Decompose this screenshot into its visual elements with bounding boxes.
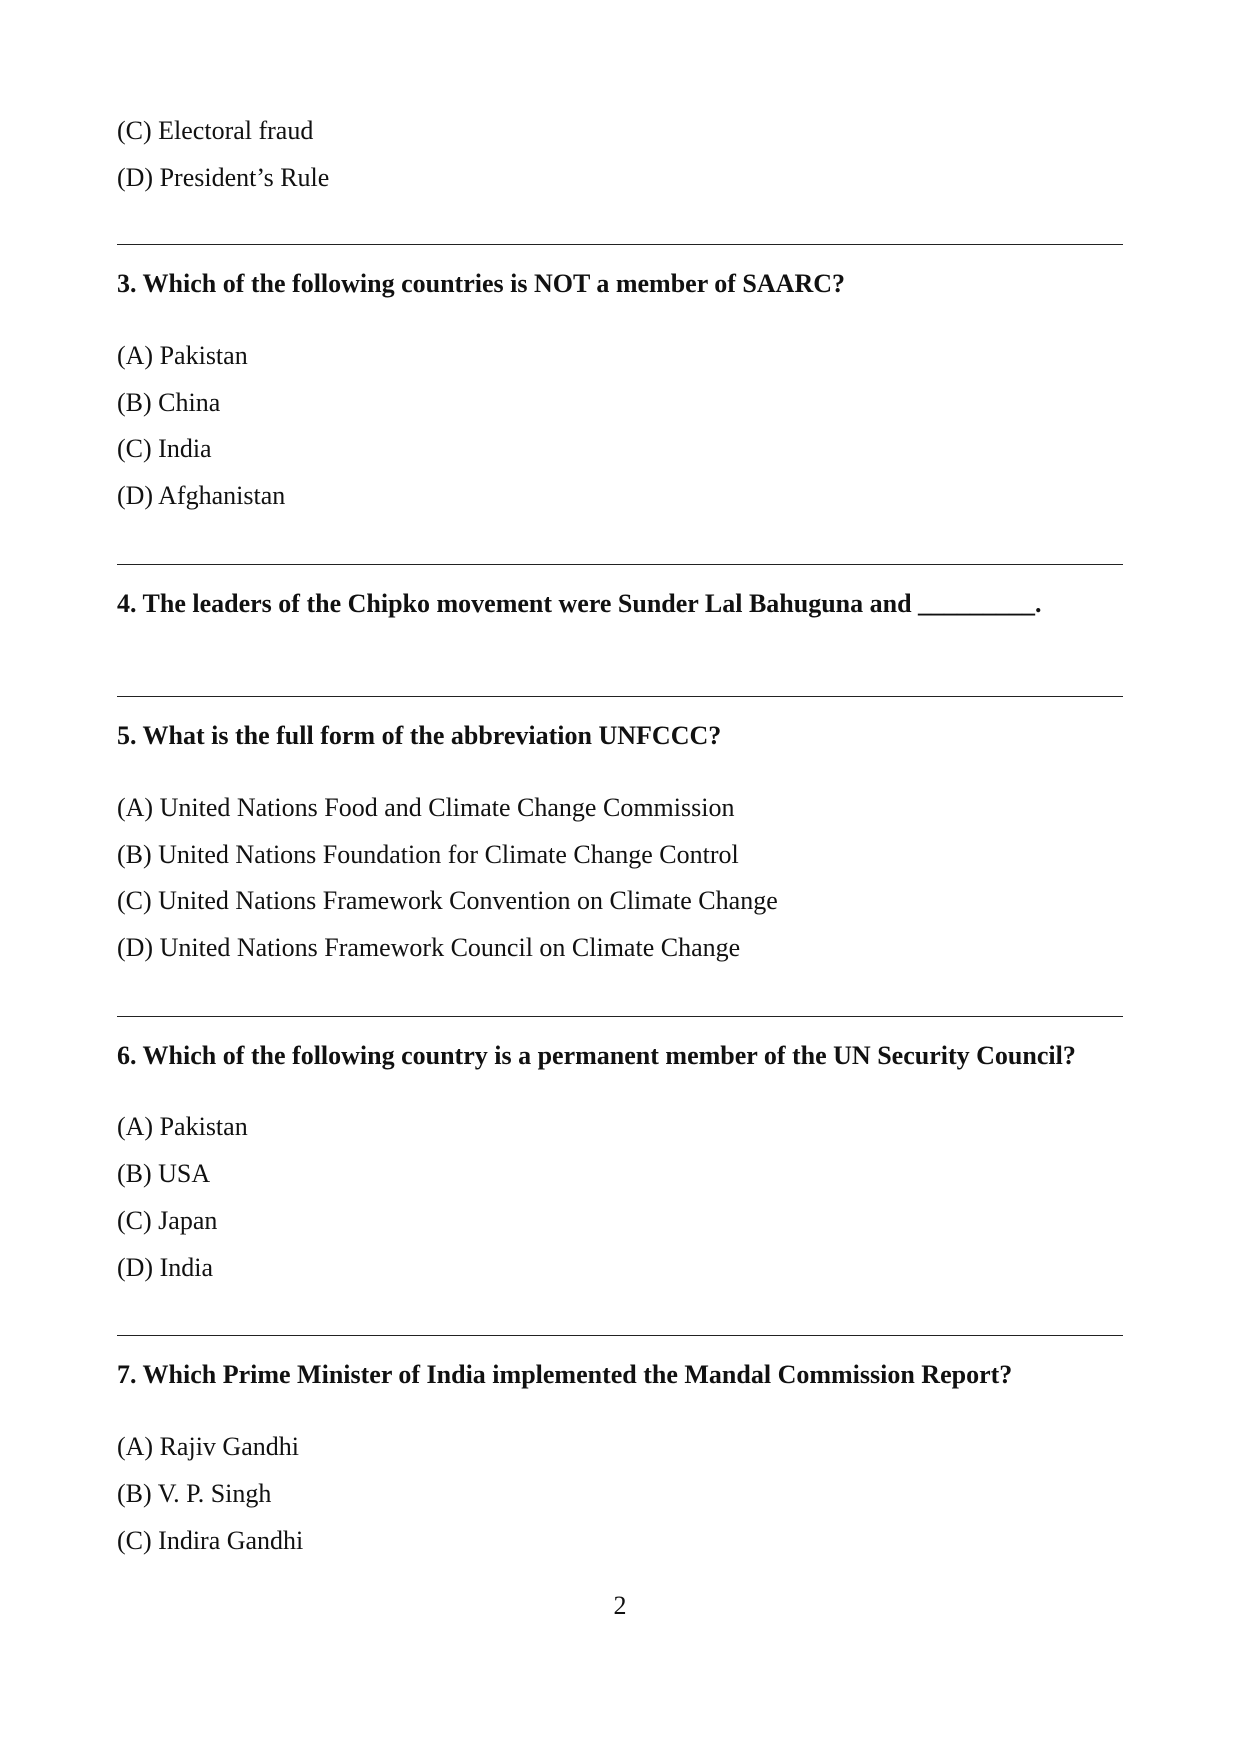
option-7b: (B) V. P. Singh	[117, 1479, 272, 1508]
option-7c: (C) Indira Gandhi	[117, 1526, 304, 1555]
option-5a: (A) United Nations Food and Climate Change Commission	[117, 793, 735, 822]
question-5: 5. What is the full form of the abbreviation UNFCCC?	[117, 721, 722, 750]
question-4: 4. The leaders of the Chipko movement were Sunder Lal Bahuguna and _________.	[117, 589, 1042, 618]
page-number: 2	[613, 1591, 627, 1620]
option-6a: (A) Pakistan	[117, 1112, 248, 1141]
option-5c: (C) United Nations Framework Convention on Climate Change	[117, 886, 778, 915]
divider	[117, 564, 1123, 565]
option-3b: (B) China	[117, 388, 221, 417]
question-7: 7. Which Prime Minister of India implemented the Mandal Commission Report?	[117, 1360, 1013, 1389]
divider	[117, 696, 1123, 697]
option-5d: (D) United Nations Framework Council on Climate Change	[117, 933, 741, 962]
option-2d: (D) President’s Rule	[117, 163, 330, 192]
divider	[117, 244, 1123, 245]
option-3d: (D) Afghanistan	[117, 481, 286, 510]
option-6d: (D) India	[117, 1253, 214, 1282]
question-6: 6. Which of the following country is a permanent member of the UN Security Council?	[117, 1041, 1076, 1070]
divider	[117, 1335, 1123, 1336]
option-2c: (C) Electoral fraud	[117, 116, 314, 145]
option-5b: (B) United Nations Foundation for Climate Change Control	[117, 840, 739, 869]
option-3a: (A) Pakistan	[117, 341, 248, 370]
option-7a: (A) Rajiv Gandhi	[117, 1432, 299, 1461]
divider	[117, 1016, 1123, 1017]
option-6c: (C) Japan	[117, 1206, 218, 1235]
option-6b: (B) USA	[117, 1159, 211, 1188]
question-3: 3. Which of the following countries is NOT a member of SAARC?	[117, 269, 845, 298]
option-3c: (C) India	[117, 434, 212, 463]
